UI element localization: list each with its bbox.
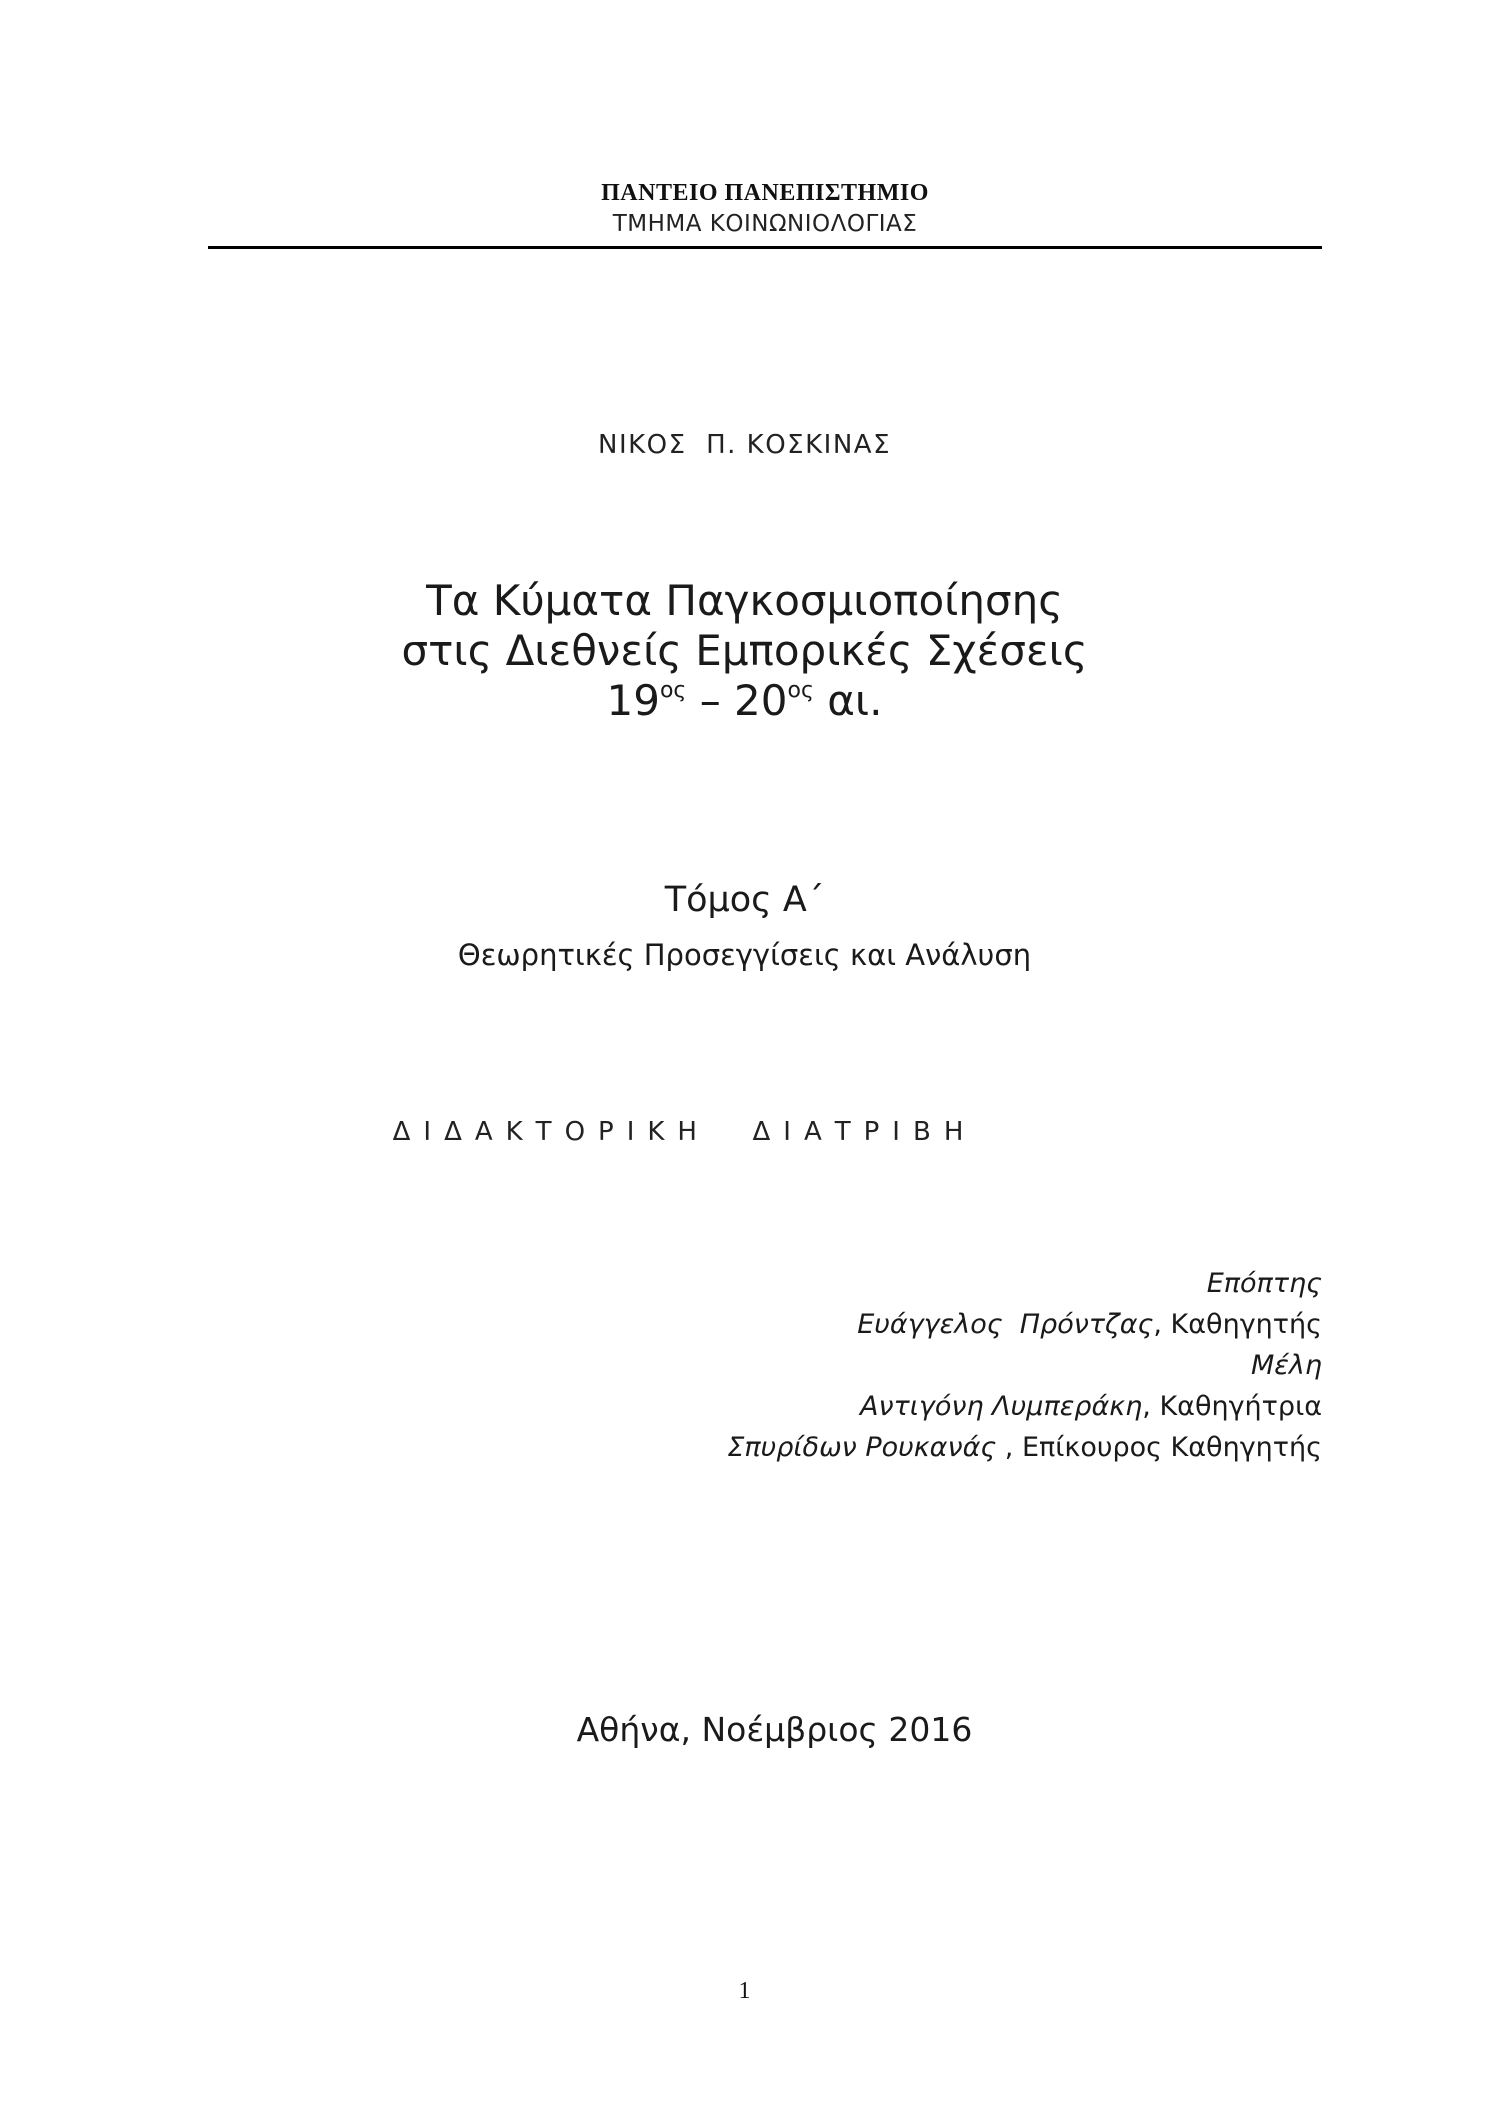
title-period bbox=[0, 676, 1489, 726]
volume-label: Τόμος Α΄ bbox=[664, 880, 825, 920]
supervisor-name: Ευάγγελος Πρόντζας bbox=[857, 1309, 1154, 1340]
thesis-type: ΔΙΔΑΚΤΟΡΙΚΗ ΔΙΑΤΡΙΒΗ bbox=[392, 1117, 977, 1147]
member-entry bbox=[727, 1427, 1322, 1468]
page-number: 1 bbox=[738, 1978, 751, 2004]
member-name: Σπυρίδων Ρουκανάς bbox=[727, 1432, 997, 1463]
member-name: Αντιγόνη Λυμπεράκη bbox=[859, 1391, 1143, 1422]
title-line-2: στις Διεθνείς Εμπορικές Σχέσεις bbox=[401, 626, 1088, 675]
university-name: ΠΑΝΤΕΙΟ ΠΑΝΕΠΙΣΤΗΜΙΟ bbox=[601, 180, 929, 206]
members-heading: Μέλη bbox=[1251, 1350, 1322, 1381]
period-to-suffix: ος bbox=[787, 678, 814, 703]
title-line-1: Τα Κύματα Παγκοσμιοποίησης bbox=[426, 576, 1063, 625]
department-name: ΤΜΗΜΑ ΚΟΙΝΩΝΙΟΛΟΓΙΑΣ bbox=[612, 211, 918, 237]
supervisor-heading: Επόπτης bbox=[1206, 1268, 1322, 1299]
thesis-title bbox=[0, 576, 1489, 726]
period-end: αι. bbox=[813, 676, 883, 725]
header-divider bbox=[208, 246, 1322, 249]
institution-header bbox=[208, 178, 1322, 240]
member-role: , Επίκουρος Καθηγητής bbox=[996, 1432, 1322, 1463]
period-to: 20 bbox=[734, 676, 788, 725]
author-name: ΝΙΚΟΣ Π. ΚΟΣΚΙΝΑΣ bbox=[598, 430, 891, 460]
period-from-suffix: ος bbox=[659, 678, 687, 703]
supervisor-entry bbox=[727, 1304, 1322, 1345]
supervisor-role: , Καθηγητής bbox=[1153, 1309, 1322, 1340]
member-entry bbox=[727, 1386, 1322, 1427]
place-and-date: Αθήνα, Νοέμβριος 2016 bbox=[576, 1710, 973, 1749]
member-role: , Καθηγήτρια bbox=[1142, 1391, 1322, 1422]
period-from: 19 bbox=[606, 676, 660, 725]
period-dash: – bbox=[686, 676, 735, 725]
volume-subtitle: Θεωρητικές Προσεγγίσεις και Ανάλυση bbox=[457, 938, 1032, 972]
examination-committee bbox=[727, 1263, 1322, 1468]
